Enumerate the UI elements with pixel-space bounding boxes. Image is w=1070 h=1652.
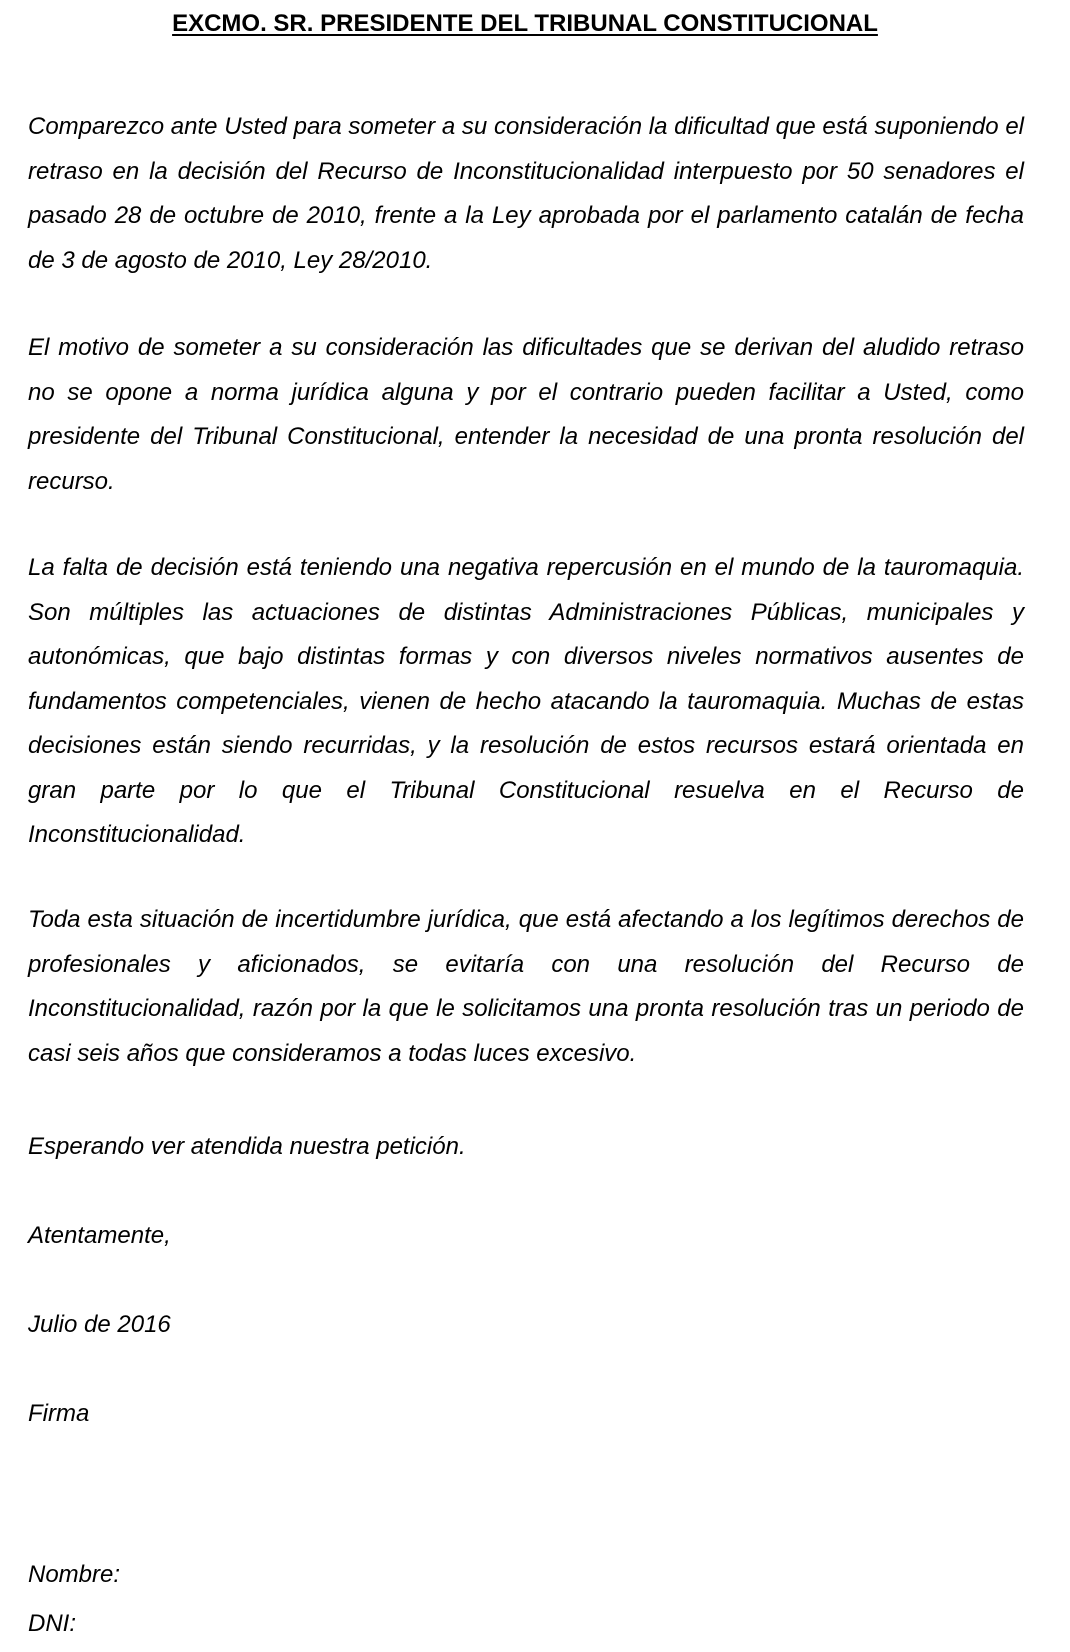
dni-label: DNI: <box>28 1610 76 1637</box>
date-line: Julio de 2016 <box>28 1311 171 1338</box>
paragraph-intro: Comparezco ante Usted para someter a su consideración la dificultad que está suponiendo el retraso en la decisión del Recurso de Inconstitucionalidad interpuesto por 50 senadores el pasado 28 de octubre de 2010, frente a la Ley aprobada por el parlamento catalán de fecha de 3 de agosto de 2010, Ley 28/2010. <box>28 113 1024 274</box>
closing-line: Esperando ver atendida nuestra petición. <box>28 1133 466 1160</box>
signature-label: Firma <box>28 1400 90 1427</box>
name-label: Nombre: <box>28 1561 121 1588</box>
paragraph-request: Toda esta situación de incertidumbre jurídica, que está afectando a los legítimos derechos de profesionales y aficionados, se evitaría con una resolución del Recurso de Inconstitucionalidad, razón por la que le solicitamos una pronta resolución tras un periodo de casi seis años que consideramos a todas luces excesivo. <box>28 906 1024 1067</box>
regards-line: Atentamente, <box>28 1222 171 1249</box>
paragraph-impact: La falta de decisión está teniendo una negativa repercusión en el mundo de la tauromaquia. Son múltiples las actuaciones de distintas Administraciones Públicas, municipales y autonómicas, que bajo distintas formas y con diversos niveles normativos ausentes de fundamentos competenciales, vienen de hecho atacando la tauromaquia. Muchas de estas decisiones están siendo recurridas, y la resolución de estos recursos estará orientada en gran parte por lo que el Tribunal Constitucional resuelva en el Recurso de Inconstitucionalidad. <box>28 554 1024 848</box>
paragraph-motive: El motivo de someter a su consideración las dificultades que se derivan del aludido retraso no se opone a norma jurídica alguna y por el contrario pueden facilitar a Usted, como presidente del Tribunal Constitucional, entender la necesidad de una pronta resolución del recurso. <box>28 334 1024 495</box>
letter-title: EXCMO. SR. PRESIDENTE DEL TRIBUNAL CONSTITUCIONAL <box>172 10 878 37</box>
